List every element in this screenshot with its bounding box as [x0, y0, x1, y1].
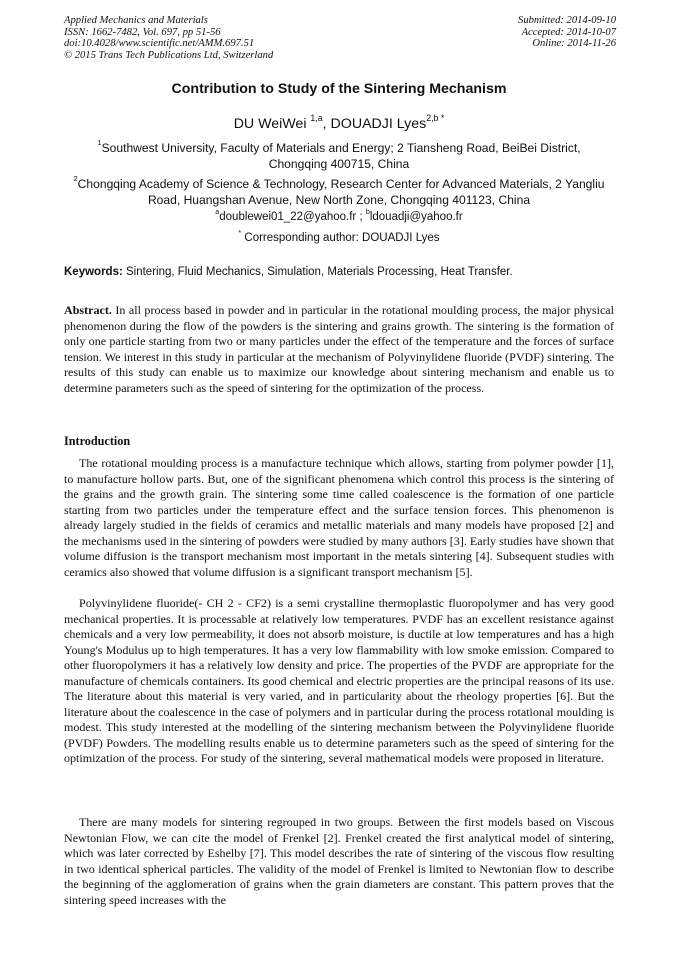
- online-date: Online: 2014-11-26: [532, 38, 616, 50]
- author-1-name: DU WeiWei: [233, 116, 311, 132]
- journal-name: Applied Mechanics and Materials: [64, 15, 208, 26]
- abstract-paragraph: [64, 303, 614, 396]
- affiliation-2: [70, 176, 608, 208]
- abstract-label: Abstract.: [64, 303, 112, 317]
- submitted-date: Submitted: 2014-09-10: [518, 15, 616, 26]
- author-1-superscript: 1,a: [310, 112, 323, 123]
- author-separator: ,: [322, 116, 331, 132]
- journal-header: [64, 15, 616, 61]
- keywords-line: [64, 266, 616, 278]
- submission-dates: [396, 15, 616, 50]
- affiliation-2-superscript: 2: [73, 174, 78, 184]
- abstract-section: [64, 303, 614, 396]
- affiliation-1: [70, 140, 608, 172]
- author-2-name: DOUADJI Lyes: [330, 116, 427, 132]
- introduction-heading: Introduction: [64, 434, 131, 448]
- journal-copyright: © 2015 Trans Tech Publications Ltd, Switzerland: [64, 49, 274, 61]
- email-a-link[interactable]: doublewei01_22@yahoo.fr: [219, 211, 357, 223]
- paragraph-text: There are many models for sintering regrouped in two groups. Between the first models based on Viscous Newtonian Flow, we can cite the model of Frenkel [2]. Frenkel created the first analytical model of sintering, which was later corrected by Eshelby [7]. This model describes the rate of sintering of the viscous flow resulting in two identical spherical particles. The validity of the model of Frenkel is limited to Newtonian flow to describe the beginning of the agglomeration of grains when the grain diameters are constant. This pattern proves that the sintering speed increases with the: [64, 815, 614, 907]
- introduction-paragraph-3: [64, 815, 614, 908]
- affiliation-2-text: Chongqing Academy of Science & Technology, Research Center for Advanced Materials, 2 Yangliu Road, Huangshan Avenue, New North Zone, Chongqing 401123, China: [77, 177, 605, 207]
- affiliation-1-text: Southwest University, Faculty of Materials and Energy; 2 Tiansheng Road, BeiBei District, Chongqing 400715, China: [101, 141, 581, 171]
- author-emails: [0, 207, 678, 223]
- author-2-superscript: 2,b *: [426, 112, 445, 123]
- keywords-label: Keywords:: [64, 266, 123, 278]
- introduction-paragraph-1: [64, 456, 614, 580]
- email-b-link[interactable]: ldouadji@yahoo.fr: [369, 211, 463, 223]
- author-line: [0, 112, 678, 132]
- accepted-date: Accepted: 2014-10-07: [521, 26, 616, 38]
- email-separator: ;: [356, 211, 366, 223]
- paragraph-text: The rotational moulding process is a manufacture technique which allows, starting from polymer powder [1], to manufacture hollow parts. But, one of the significant phenomena which control this process is the sintering of the grains and the growth grain. The sintering some time called coalescence is the formation of one particle starting from two particles under the temperature effect and the surface tension forces. This phenomenon is already largely studied in the fields of ceramics and metallic materials and many models have proposed [2] and the mechanisms used in the sintering of powders were studied by many authors [3]. Early studies have shown that volume diffusion is the transport mechanism most important in the metals sintering [4]. Subsequent studies with ceramics also showed that volume diffusion is a significant transport mechanism [5].: [64, 456, 614, 579]
- corresponding-author: [0, 228, 678, 244]
- corresponding-author-text: Corresponding author: DOUADJI Lyes: [241, 232, 440, 244]
- email-a-superscript: a: [215, 207, 220, 216]
- journal-info: [64, 15, 384, 61]
- abstract-text: In all process based in powder and in particular in the rotational moulding process, the major physical phenomenon during the flow of the powders is the sintering and grains growth. The sintering is the formation of only one particle starting from two or many particles under the effect of the temperature and the forces of surface tension. We interest in this study in particular at the mechanism of Polyvinylidene fluoride (PVDF) sintering. The results of this study can enable us to maximize our knowledge about sintering mechanism and enable us to determine parameters such as the speed of sintering for the optimization of the process.: [64, 303, 614, 395]
- email-b-superscript: b: [365, 207, 370, 216]
- paper-title: Contribution to Study of the Sintering Mechanism: [171, 81, 507, 97]
- paragraph-text: Polyvinylidene fluoride(- CH 2 - CF2) is a semi crystalline thermoplastic fluoropolymer and has very good mechanical properties. It is processable at relatively low temperatures. PVDF has an excellent resistance against chemicals and a very low permeability, it does not absorb moisture, is ductile at low temperatures and has a high Young's Modulus up to high temperatures. It has a very low flammability with low smoke emission. Compared to other fluoropolymers it has a relatively low density and price. The properties of the PVDF are appropriate for the manufacture of chemicals containers. Its good chemical and electric properties are the principal reasons of its use. The literature about this material is very varied, and in particularity about the rheology properties [6]. But the literature about the coalescence in the case of polymers and in particular during the process rotational moulding is modest. This study interested at the modelling of the sintering mechanism between the Polyvinylidene fluoride (PVDF) Powders. The modelling results enable us to determine parameters such as the speed of sintering for the optimization of the process. For study of the sintering, several mathematical models were proposed in literature.: [64, 596, 614, 766]
- affiliation-1-superscript: 1: [97, 138, 102, 148]
- keywords-text: Sintering, Fluid Mechanics, Simulation, Materials Processing, Heat Transfer.: [122, 266, 513, 278]
- journal-issn: ISSN: 1662-7482, Vol. 697, pp 51-56: [64, 26, 221, 38]
- introduction-paragraph-2: [64, 596, 614, 767]
- journal-doi[interactable]: doi:10.4028/www.scientific.net/AMM.697.51: [64, 38, 255, 50]
- corresponding-asterisk: *: [238, 228, 242, 237]
